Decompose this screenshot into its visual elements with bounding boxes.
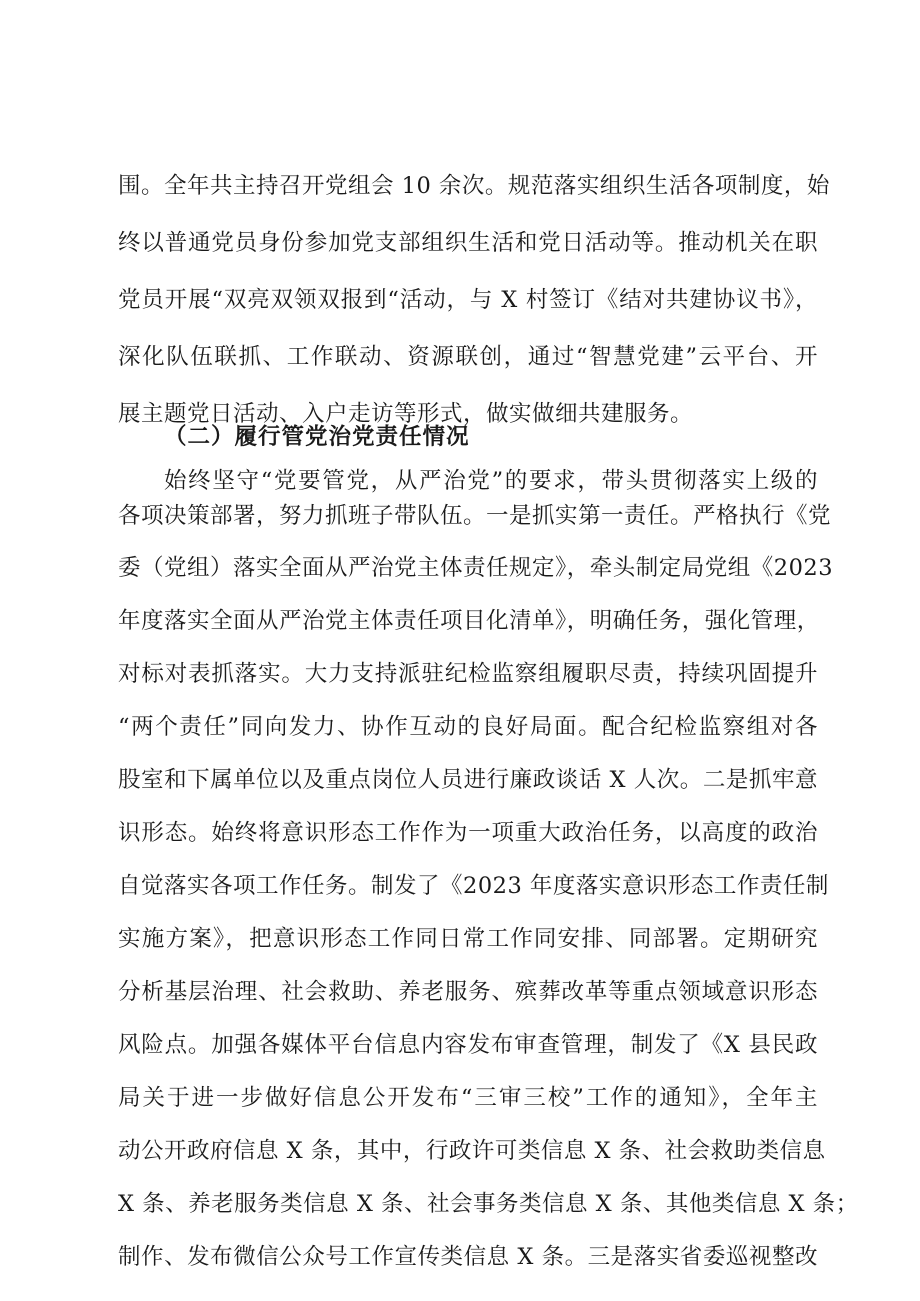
text-line: 深化队伍联抓、工作联动、资源联创，通过“智慧党建”云平台、开 <box>118 344 818 370</box>
text-line: 年度落实全面从严治党主体责任项目化清单》，明确任务，强化管理， <box>118 608 820 634</box>
text-line: 实施方案》，把意识形态工作同日常工作同安排、同部署。定期研究 <box>118 926 818 952</box>
text-line: 对标对表抓落实。大力支持派驻纪检监察组履职尽责，持续巩固提升 <box>118 661 818 687</box>
text-line: 自觉落实各项工作任务。制发了《2023 年度落实意识形态工作责任制 <box>118 873 829 899</box>
text-line: “两个责任”同向发力、协作互动的良好局面。配合纪检监察组对各 <box>118 714 818 740</box>
text-line: 局关于进一步做好信息公开发布“三审三校”工作的通知》，全年主 <box>118 1085 818 1111</box>
text-line: 制作、发布微信公众号工作宣传类信息 X 条。三是落实省委巡视整改 <box>118 1244 818 1270</box>
text-line: 识形态。始终将意识形态工作作为一项重大政治任务，以高度的政治 <box>118 820 818 846</box>
text-line: X 条、养老服务类信息 X 条、社会事务类信息 X 条、其他类信息 X 条； <box>118 1191 859 1217</box>
text-line: 党员开展“双亮双领双报到“活动，与 X 村签订《结对共建协议书》， <box>118 287 818 313</box>
text-line: 终以普通党员身份参加党支部组织生活和党日活动等。推动机关在职 <box>118 230 818 256</box>
text-line: 各项决策部署，努力抓班子带队伍。一是抓实第一责任。严格执行《党 <box>118 503 832 529</box>
text-line: 分析基层治理、社会救助、养老服务、殡葬改革等重点领域意识形态 <box>118 979 818 1005</box>
text-line: 围。全年共主持召开党组会 10 余次。规范落实组织生活各项制度，始 <box>118 173 830 199</box>
text-line: 始终坚守“党要管党，从严治党”的要求，带头贯彻落实上级的 <box>164 468 818 494</box>
text-line: 动公开政府信息 X 条，其中，行政许可类信息 X 条、社会救助类信息 <box>118 1138 826 1164</box>
text-line: 风险点。加强各媒体平台信息内容发布审查管理，制发了《X 县民政 <box>118 1032 818 1058</box>
text-line: 股室和下属单位以及重点岗位人员进行廉政谈话 X 人次。二是抓牢意 <box>118 767 818 793</box>
section-heading: （二）履行管党治党责任情况 <box>164 424 470 450</box>
text-line: 委（党组）落实全面从严治党主体责任规定》，牵头制定局党组《2023 <box>118 555 834 581</box>
text-line: 展主题党日活动、入户走访等形式，做实做细共建服务。 <box>118 401 694 427</box>
